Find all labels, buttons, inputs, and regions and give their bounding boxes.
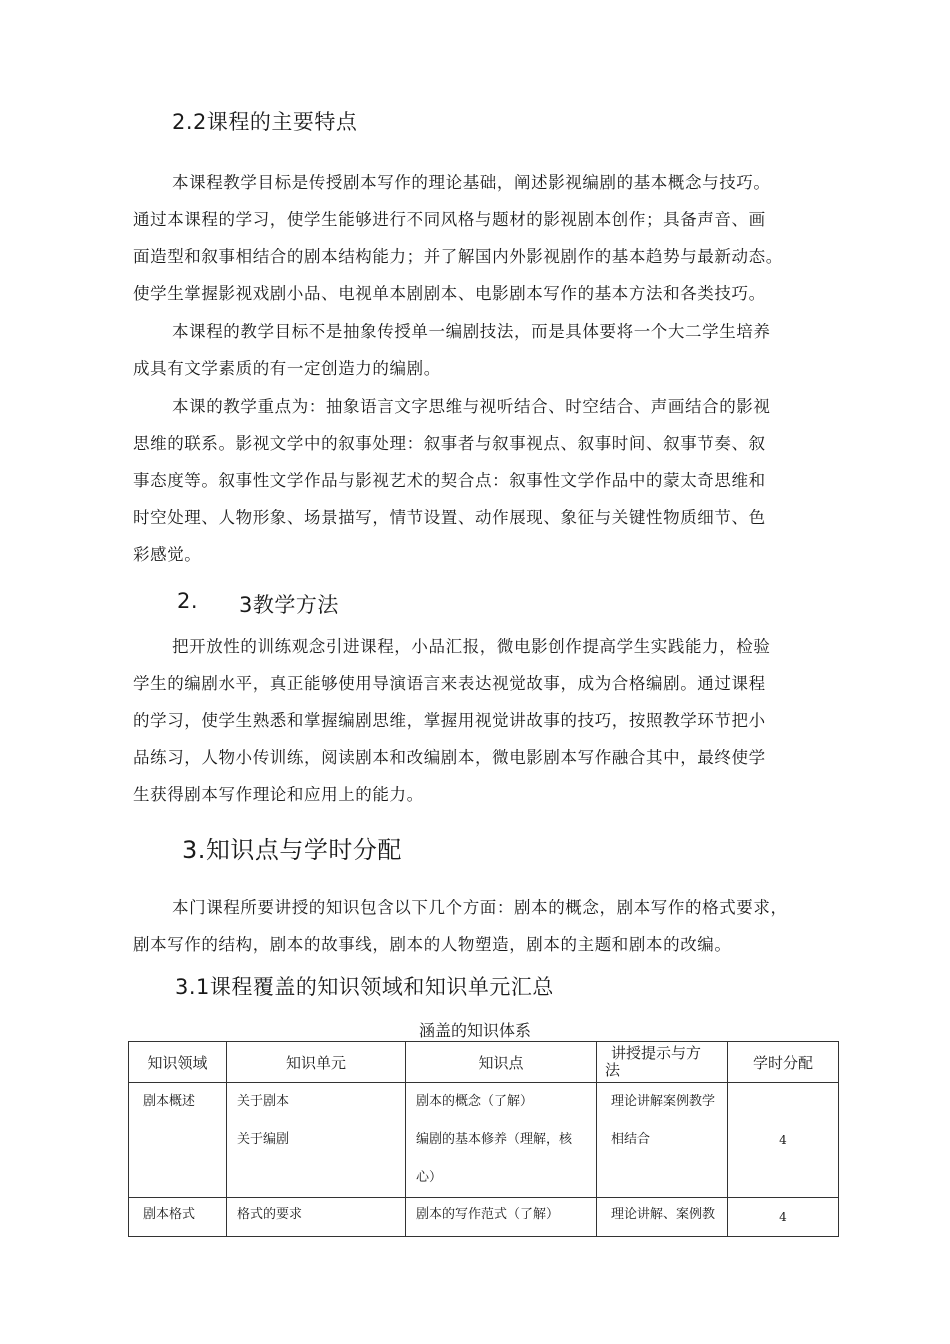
knowledge-table	[128, 1041, 839, 1237]
cell-text: 关于剧本	[237, 1094, 290, 1109]
cell-text: 理论讲解、案例教	[611, 1207, 716, 1222]
text-line: 使学生掌握影视戏剧小品、电视单本剧剧本、电影剧本写作的基本方法和各类技巧。	[133, 284, 766, 303]
text-line: 本课程的教学目标不是抽象传授单一编剧技法，而是具体要将一个大二学生培养	[172, 322, 771, 341]
text-line: 成具有文学素质的有一定创造力的编剧。	[133, 359, 441, 378]
text-line: 生获得剧本写作理论和应用上的能力。	[133, 785, 424, 804]
header-cell-method	[597, 1042, 728, 1083]
cell-hours: 4	[728, 1198, 839, 1237]
text-line: 的学习，使学生熟悉和掌握编剧思维，掌握用视觉讲故事的技巧，按照教学环节把小	[133, 711, 766, 730]
header-cell-domain: 知识领域	[129, 1042, 227, 1083]
text-line: 把开放性的训练观念引进课程，小品汇报，微电影创作提高学生实践能力，检验	[172, 637, 771, 656]
table-row	[129, 1083, 839, 1198]
cell-points	[406, 1198, 597, 1237]
cell-domain	[129, 1083, 227, 1198]
cell-hours: 4	[728, 1083, 839, 1198]
text-line: 通过本课程的学习，使学生能够进行不同风格与题材的影视剧本创作；具备声音、画	[133, 210, 766, 229]
cell-text: 相结合	[611, 1132, 651, 1147]
section-heading-2-3-title: 3教学方法	[239, 593, 339, 617]
header-cell-hours: 学时分配	[728, 1042, 839, 1083]
section-heading-3: 3.知识点与学时分配	[182, 836, 402, 864]
cell-units	[227, 1083, 406, 1198]
cell-text: 关于编剧	[237, 1132, 290, 1147]
text-line: 事态度等。叙事性文学作品与影视艺术的契合点：叙事性文学作品中的蒙太奇思维和	[133, 471, 766, 490]
text-line: 学生的编剧水平，真正能够使用导演语言来表达视觉故事，成为合格编剧。通过课程	[133, 674, 766, 693]
text-line: 思维的联系。影视文学中的叙事处理：叙事者与叙事视点、叙事时间、叙事节奏、叙	[133, 434, 766, 453]
cell-text: 编剧的基本修养（理解，核	[416, 1132, 573, 1147]
text-line: 本课的教学重点为：抽象语言文字思维与视听结合、时空结合、声画结合的影视	[172, 397, 771, 416]
section-heading-2-2: 2.2课程的主要特点	[172, 110, 358, 134]
cell-domain	[129, 1198, 227, 1237]
header-cell-point: 知识点	[406, 1042, 597, 1083]
text-line: 本课程教学目标是传授剧本写作的理论基础，阐述影视编剧的基本概念与技巧。	[172, 173, 771, 192]
cell-methods	[597, 1198, 728, 1237]
header-method-line: 法	[605, 1061, 621, 1079]
cell-text: 剧本的写作范式（了解）	[416, 1207, 560, 1222]
cell-text: 理论讲解案例教学	[611, 1094, 716, 1109]
text-line: 本门课程所要讲授的知识包含以下几个方面：剧本的概念，剧本写作的格式要求，	[172, 898, 788, 917]
cell-methods	[597, 1083, 728, 1198]
text-line: 彩感觉。	[133, 545, 202, 564]
text-line: 剧本写作的结构，剧本的故事线，剧本的人物塑造，剧本的主题和剧本的改编。	[133, 935, 732, 954]
cell-units	[227, 1198, 406, 1237]
cell-points	[406, 1083, 597, 1198]
section-heading-2-3-number: 2.	[177, 589, 199, 613]
text-line: 品练习，人物小传训练，阅读剧本和改编剧本，微电影剧本写作融合其中，最终使学	[133, 748, 766, 767]
header-method-line: 讲授提示与方	[611, 1044, 702, 1062]
text-line: 面造型和叙事相结合的剧本结构能力；并了解国内外影视剧作的基本趋势与最新动态。	[133, 247, 783, 266]
table-header-row	[129, 1042, 839, 1083]
cell-text: 剧本概述	[143, 1094, 196, 1109]
table-caption: 涵盖的知识体系	[418, 1021, 531, 1040]
header-cell-unit: 知识单元	[227, 1042, 406, 1083]
section-heading-3-1: 3.1课程覆盖的知识领域和知识单元汇总	[175, 975, 554, 999]
cell-text: 心）	[416, 1170, 443, 1185]
cell-text: 剧本格式	[143, 1207, 196, 1222]
text-line: 时空处理、人物形象、场景描写，情节设置、动作展现、象征与关键性物质细节、色	[133, 508, 766, 527]
table-row	[129, 1198, 839, 1237]
cell-text: 格式的要求	[237, 1207, 303, 1222]
cell-text: 剧本的概念（了解）	[416, 1094, 534, 1109]
